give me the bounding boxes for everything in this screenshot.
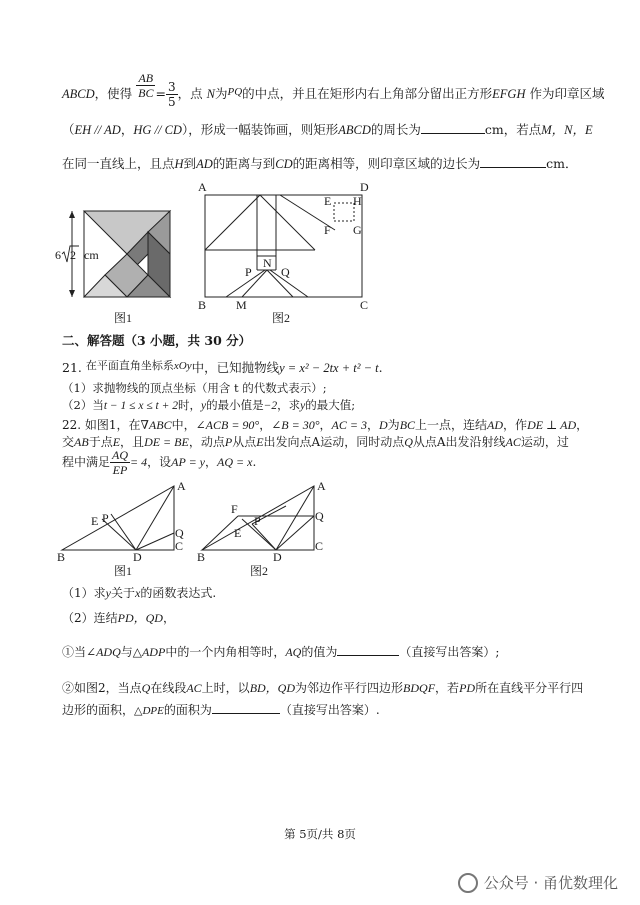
- q22-fig2-label-D: D: [273, 550, 282, 564]
- q22-line3: 程中满足 $\frac{AQ}{EP}$ = 4，设AP = y，AQ = x.: [62, 448, 257, 477]
- fig2-label-Q: Q: [281, 265, 290, 279]
- q20-line3: 在同一直线上，且点H到AD的距离与到CD的距离相等，则印章区域的边长为 cm．: [62, 156, 578, 171]
- fig2-label-C: C: [360, 298, 369, 312]
- fig2-label-D: D: [360, 180, 369, 194]
- q20-figures: [50, 178, 380, 328]
- q22-sub1: ①当∠ADQ与△ADP中的一个内角相等时，AQ的值为 （直接写出答案）;: [62, 645, 500, 659]
- fig2-label-A: A: [198, 180, 207, 194]
- answer-blank-seal-side[interactable]: [480, 155, 546, 168]
- fig2-label-F: F: [324, 223, 331, 237]
- q22-figures: [54, 478, 354, 582]
- q22-fig1-label-E: E: [91, 514, 99, 528]
- q22-fig1-label-A: A: [177, 479, 186, 493]
- fig2-line2: [260, 195, 315, 250]
- fig1-line-ad: [136, 486, 174, 550]
- q21-stem: 21. 在平面直角坐标系xOy中，已知抛物线y = x² − 2tx + t² − t.: [62, 359, 383, 375]
- q20-line1: ABCD，使得 $\frac{AB}{BC}$ = $\frac{3}{5}$ ，点 N为PQ的中点，并且在矩形内右上角部分留出正方形EFGH 作为印章区域: [62, 71, 605, 109]
- q22-fig1-label-Q: Q: [175, 526, 184, 540]
- fig1-dim-rad: 2: [70, 248, 76, 262]
- fig1-line-dp: [111, 514, 136, 550]
- q20-fig2: [198, 180, 369, 325]
- q22-fig1-label-D: D: [133, 550, 142, 564]
- page-footer: 第 5页/共 8页: [284, 827, 356, 841]
- answer-blank-aq[interactable]: [337, 643, 399, 656]
- q22-line1: 22. 如图1，在∇ABC中，∠ACB = 90°，∠B = 30°，AC = 3，D为BC上一点，连结AD，作DE ⊥ AD，: [62, 418, 589, 432]
- q22-fig2-label-F: F: [231, 502, 238, 516]
- q22-fig1-label-B: B: [57, 550, 66, 564]
- q22-fig2-label-E: E: [234, 526, 242, 540]
- q22-fig1: [57, 479, 186, 578]
- fig1-line-dq: [136, 533, 174, 550]
- fig2-line1: [205, 195, 260, 250]
- watermark: 公众号 · 甬优数理化: [458, 872, 618, 894]
- q22-fig2-label-P: P: [254, 514, 261, 528]
- fig2-label-H: H: [353, 194, 362, 208]
- q20-line2: （EH // AD，HG // CD），形成一幅装饰画，则矩形ABCD的周长为 cm，若点M，N，E: [62, 122, 593, 137]
- q22-fig1-label-P: P: [102, 511, 109, 525]
- fig2-line-ad: [276, 486, 314, 550]
- fraction-3-5: $\frac{3}{5}$: [167, 80, 176, 109]
- section-heading: 二、解答题（3 小题，共 30 分）: [62, 333, 252, 348]
- q22-fig2: [197, 479, 326, 578]
- fig2-seal-square: [334, 203, 354, 221]
- fig1-dim-unit: cm: [84, 248, 99, 262]
- q22-part2: （2）连结PD，QD，: [62, 611, 175, 625]
- fig2-label-E: E: [324, 194, 332, 208]
- fig1-dim-arrow-bottom: [69, 290, 75, 297]
- fig2-caption: 图2: [272, 311, 291, 325]
- fig1-caption: 图1: [114, 311, 133, 325]
- q20-fig1: [55, 211, 170, 325]
- fraction-aq-ep: $\frac{AQ}{EP}$: [112, 448, 129, 477]
- q22-fig2-label-A: A: [317, 479, 326, 493]
- q22-fig2-label-C: C: [315, 539, 324, 553]
- fig2-label-N: N: [263, 256, 272, 270]
- fig2-line-dq: [276, 516, 314, 550]
- fig2-label-P: P: [245, 265, 252, 279]
- q22-sub2: ②如图2，当点Q在线段AC上时，以BD，QD为邻边作平行四边形BDQF，若PD所在直线平分平行四: [62, 681, 584, 695]
- q22-fig2-caption: 图2: [250, 564, 269, 578]
- answer-blank-perimeter[interactable]: [421, 121, 485, 134]
- fraction-ab-bc: $\frac{AB}{BC}$: [138, 71, 154, 100]
- q22-sub2-cont: 边形的面积，△DPE的面积为 （直接写出答案）.: [62, 703, 380, 717]
- fig2-label-B: B: [198, 298, 207, 312]
- q22-fig1-label-C: C: [175, 539, 184, 553]
- q22-fig2-label-Q: Q: [315, 509, 324, 523]
- wechat-icon: [458, 873, 478, 893]
- q22-fig2-label-B: B: [197, 550, 206, 564]
- fig2-rect: [205, 195, 362, 297]
- fig2-label-G: G: [353, 223, 362, 237]
- q22-part1: （1）求y关于x的函数表达式.: [62, 586, 217, 600]
- q22-fig1-caption: 图1: [114, 564, 133, 578]
- q21-part2: （2）当t − 1 ≤ x ≤ t + 2时，y的最小值是−2，求y的最大值;: [62, 398, 356, 412]
- fig2-label-M: M: [236, 298, 247, 312]
- answer-blank-area[interactable]: [212, 701, 280, 714]
- fig1-dim-arrow-top: [69, 211, 75, 218]
- q22-line2: 交AB于点E，且DE = BE，动点P从点E出发向点A运动，同时动点Q从点A出发沿射线AC运动，过: [62, 435, 569, 449]
- q21-part1: （1）求抛物线的顶点坐标（用含 t 的代数式表示）;: [62, 381, 327, 395]
- fig1-dim-coef: 6: [55, 248, 61, 262]
